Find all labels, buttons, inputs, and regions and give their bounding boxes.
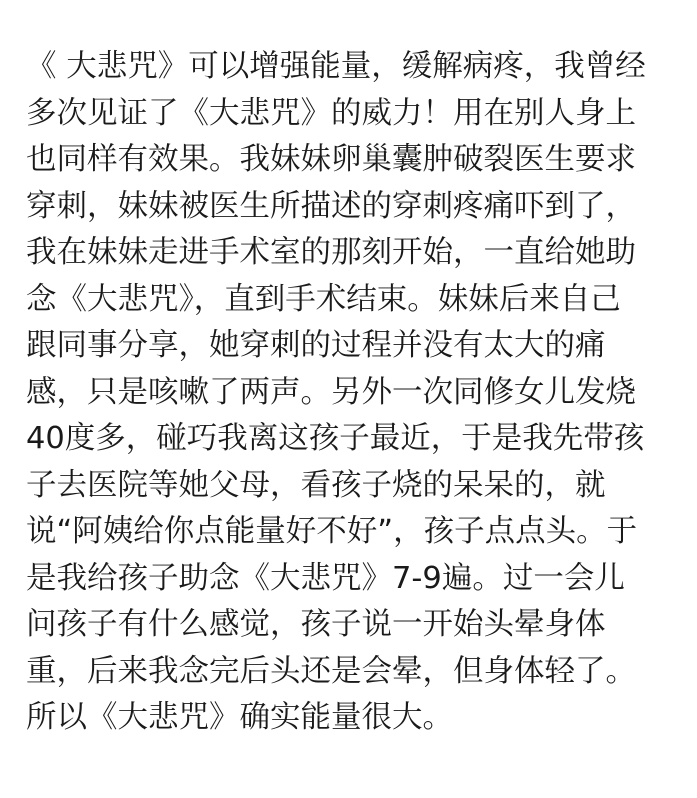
text-line: 40度多，碰巧我离这孩子最近，于是我先带孩: [26, 421, 645, 456]
text-line: 多次见证了《大悲咒》的威力！用在别人身上: [26, 95, 636, 131]
text-line: 《 大悲咒》可以增强能量，缓解病疼，我曾经: [26, 49, 646, 84]
text-line: 所以《大悲咒》确实能量很大。: [26, 700, 453, 735]
article-text: [26, 44, 686, 742]
text-line: 跟同事分享，她穿刺的过程并没有太大的痛: [26, 328, 606, 363]
text-line: 是我给孩子助念《大悲咒》7-9遍。过一会儿: [26, 560, 625, 596]
text-line: 我在妹妹走进手术室的那刻开始，一直给她助: [26, 235, 636, 270]
text-line: 问孩子有什么感觉，孩子说一开始头晕身体: [26, 607, 606, 642]
text-line: 也同样有效果。我妹妹卵巢囊肿破裂医生要求: [26, 142, 636, 177]
text-line: 重，后来我念完后头还是会晕，但身体轻了。: [26, 653, 636, 689]
text-line: 念《大悲咒》，直到手术结束。妹妹后来自己: [26, 281, 621, 317]
text-line: 说“阿姨给你点能量好不好”，孩子点点头。于: [26, 514, 638, 549]
text-line: 穿刺，妹妹被医生所描述的穿刺疼痛吓到了，: [26, 188, 636, 224]
text-line: 子去医院等她父母，看孩子烧的呆呆的，就: [26, 467, 606, 503]
text-line: 感，只是咳嗽了两声。另外一次同修女儿发烧: [26, 374, 636, 410]
